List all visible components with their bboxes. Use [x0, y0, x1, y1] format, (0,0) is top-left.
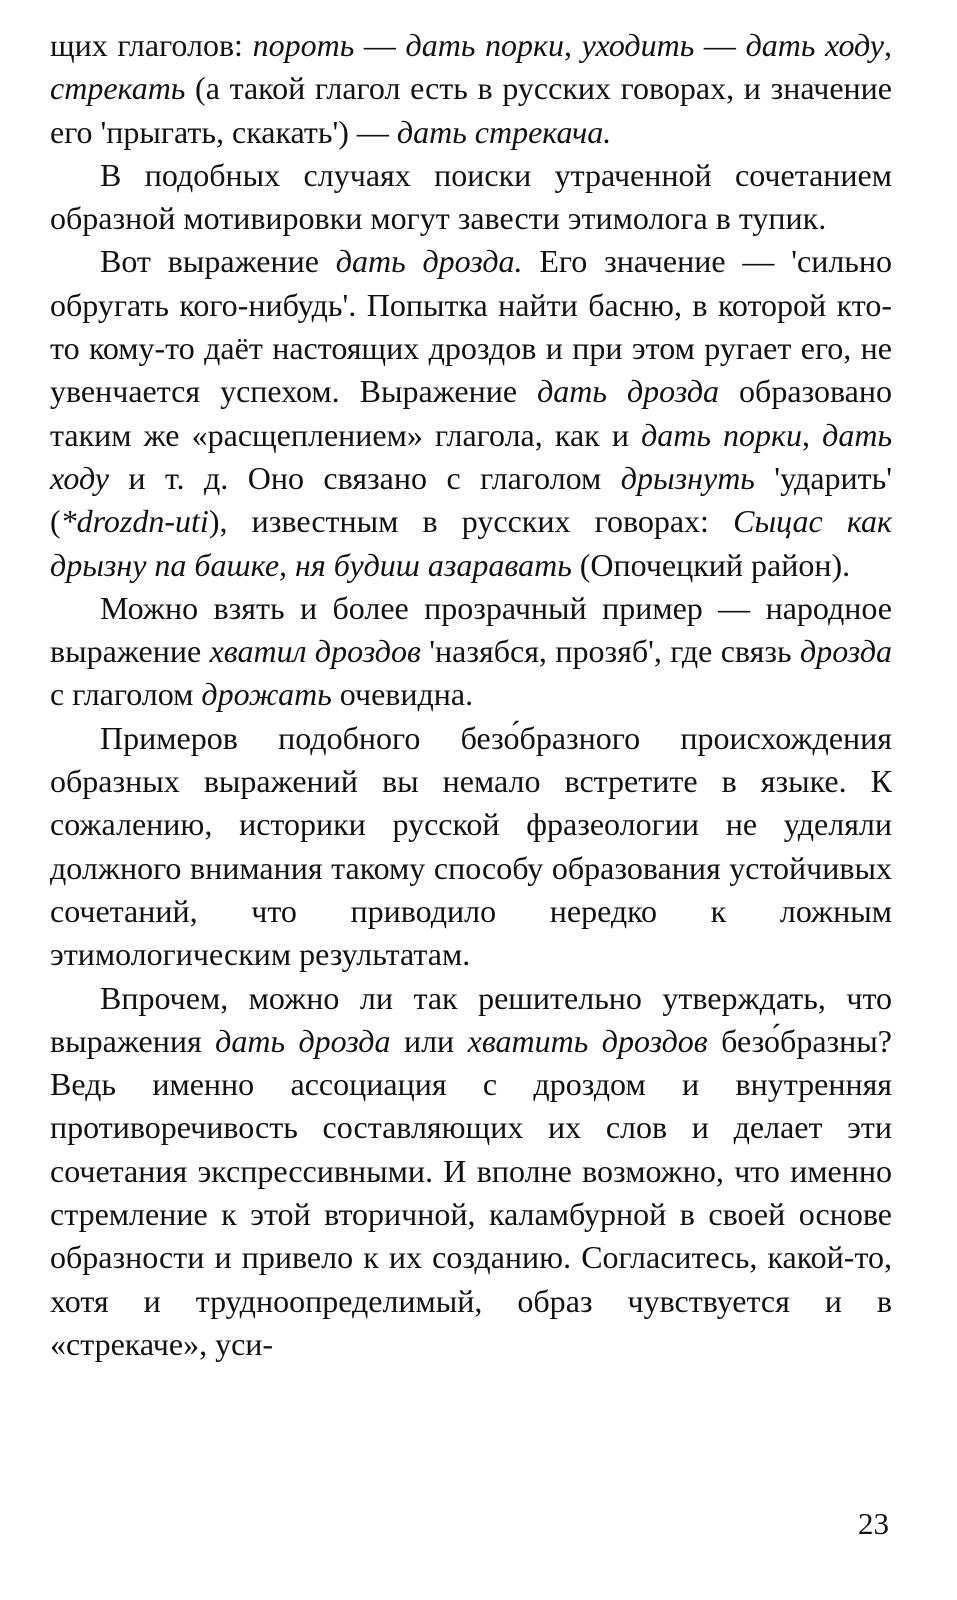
- paragraph: [50, 154, 892, 241]
- text-run: и т. д. Оно связано с глаголом: [108, 459, 621, 496]
- paragraph: [50, 587, 892, 717]
- text-run: Вот выражение: [100, 243, 336, 280]
- italic-term: дать ходу: [50, 416, 893, 496]
- italic-term: дать дрозда: [537, 373, 720, 410]
- page-number: 23: [858, 1506, 889, 1541]
- text-run: безо́бразны? Ведь именно ассоциация с дроздом и внутренняя противоречивость составляющих их слов и делает эти сочетания экспрессивными. И вполне возможно, что именно стремление к этой вторичной, каламбурной в своей основе образности и привело к их созданию. Согласитесь, какой-то, хотя и трудноопределимый, образ чувствуется и в «стрекаче», уси-: [50, 1022, 892, 1362]
- paragraph: [50, 977, 892, 1367]
- text-run: 'ударить' (: [50, 459, 893, 540]
- text-run: или: [390, 1022, 468, 1059]
- text-run: Его значение — 'сильно обругать кого-нибудь'. Попытка найти басню, в которой кто-то кому-то даёт настоящих дроздов и при этом ругает его, не увенчается успехом. Выражение: [50, 243, 893, 410]
- paragraph: [50, 717, 892, 977]
- text-run: —: [694, 27, 746, 63]
- italic-term: *drozdn-uti: [60, 503, 209, 540]
- italic-term: уходить: [581, 27, 695, 63]
- text-run: В подобных случаях поиски утраченной сочетанием образной мотивировки могут завести этимолога в тупик.: [50, 156, 892, 237]
- italic-term: хватил дроздов: [209, 633, 421, 670]
- text-run: ,: [884, 27, 893, 63]
- italic-term: дрожать: [201, 676, 332, 713]
- text-run: (а такой глагол есть в русских говорах, и значение его 'прыгать, скакать') —: [50, 70, 892, 150]
- text-run: ,: [564, 27, 582, 63]
- text-run: ,: [802, 416, 823, 453]
- text-run: (Опочецкий район).: [571, 546, 851, 583]
- text-run: ), известным в русских говорах:: [208, 503, 734, 540]
- italic-term: дать порки: [641, 416, 803, 453]
- italic-term: пороть: [252, 27, 355, 63]
- italic-term: стрекать: [50, 70, 186, 107]
- text-run: Можно взять и более прозрачный пример — народное выражение: [50, 589, 892, 670]
- text-run: 'назябся, прозяб', где связь: [420, 633, 800, 670]
- text-run: Впрочем, можно ли так решительно утверждать, что выражения: [50, 979, 892, 1059]
- page-body: [50, 24, 892, 1366]
- italic-term: дрозда: [800, 633, 893, 670]
- text-run: —: [354, 27, 406, 63]
- text-run: с глаголом: [50, 676, 202, 713]
- italic-term: дать дрозда.: [335, 243, 523, 280]
- italic-term: дать дрозда: [215, 1022, 391, 1059]
- italic-term: дать стрекача.: [396, 113, 612, 150]
- paragraph: [50, 240, 892, 586]
- italic-term: хватить дроздов: [467, 1022, 708, 1059]
- italic-term: дать порки: [405, 27, 565, 63]
- text-run: щих глаголов:: [50, 27, 253, 63]
- paragraph: [50, 24, 892, 154]
- italic-term: Сыцас как дрызну па башке, ня будиш азаравать: [50, 503, 893, 583]
- text-run: образовано таким же «расщеплением» глагола, как и: [50, 373, 893, 453]
- text-run: Примеров подобного безо́бразного происхождения образных выражений вы немало встретите в языке. К сожалению, историки русской фразеологии не уделяли должного внимания такому способу образования устойчивых сочетаний, что приводило нередко к ложным этимологическим результатам.: [50, 719, 892, 973]
- italic-term: дать ходу: [745, 27, 885, 63]
- text-run: очевидна.: [331, 676, 474, 713]
- italic-term: дрызнуть: [620, 459, 755, 496]
